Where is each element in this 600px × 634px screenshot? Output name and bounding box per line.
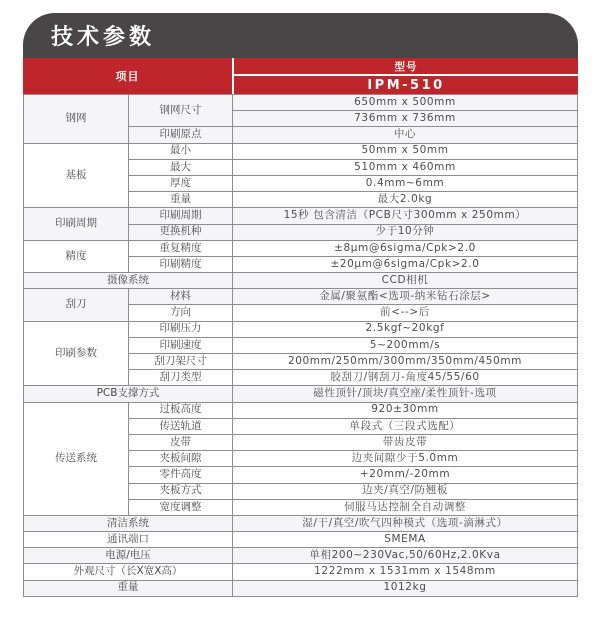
header-model-value: IPM-510 bbox=[234, 76, 578, 94]
row-sub-label: 厚度 bbox=[129, 175, 233, 191]
row-sub-label: 印刷周期 bbox=[129, 208, 233, 224]
row-value: 50mm x 50mm bbox=[233, 143, 578, 159]
row-value: 单段式（三段式选配） bbox=[233, 418, 578, 434]
row-sub-label: 最大 bbox=[129, 159, 233, 175]
row-group-label: 重量 bbox=[24, 580, 233, 596]
table-row bbox=[24, 515, 578, 531]
row-sub-label: 宽度调整 bbox=[129, 499, 233, 515]
row-sub-label: 最小 bbox=[129, 143, 233, 159]
row-value: 前<-->后 bbox=[233, 305, 578, 321]
row-value: 5~200mm/s bbox=[233, 337, 578, 353]
row-group-label: 印刷参数 bbox=[24, 321, 129, 386]
table-row bbox=[24, 548, 578, 564]
row-value: 200mm/250mm/300mm/350mm/450mm bbox=[233, 354, 578, 370]
row-group-label: 外观尺寸（长X宽X高） bbox=[24, 564, 233, 580]
row-sub-label: 过板高度 bbox=[129, 402, 233, 418]
row-value: 2.5kgf~20kgf bbox=[233, 321, 578, 337]
row-sub-label: 传送轨道 bbox=[129, 418, 233, 434]
row-sub-label: 印刷原点 bbox=[129, 127, 233, 143]
table-row bbox=[24, 386, 578, 402]
row-value: 1012kg bbox=[233, 580, 578, 596]
row-sub-label: 更换机种 bbox=[129, 224, 233, 240]
row-sub-label: 皮带 bbox=[129, 434, 233, 450]
row-group-label: 传送系统 bbox=[24, 402, 129, 515]
row-value: 伺服马达控制全自动调整 bbox=[233, 499, 578, 515]
row-sub-label: 重量 bbox=[129, 192, 233, 208]
row-value: 金属/聚氨酯<选项-纳米钻石涂层> bbox=[233, 289, 578, 305]
table-row bbox=[24, 532, 578, 548]
table-row bbox=[24, 273, 578, 289]
row-value: 15秒 包含清洁（PCB尺寸300mm x 250mm） bbox=[233, 208, 578, 224]
row-group-label: 清洁系统 bbox=[24, 515, 233, 531]
row-group-label: 基板 bbox=[24, 143, 129, 208]
row-value: 510mm x 460mm bbox=[233, 159, 578, 175]
row-value: 胶刮刀/钢刮刀-角度45/55/60 bbox=[233, 370, 578, 386]
row-group-label: 通讯端口 bbox=[24, 532, 233, 548]
row-value: 边夹间隙少于5.0mm bbox=[233, 451, 578, 467]
table-row bbox=[24, 402, 578, 418]
row-value: 650mm x 500mm bbox=[233, 95, 578, 111]
row-value: +20mm/-20mm bbox=[233, 467, 578, 483]
row-sub-label: 材料 bbox=[129, 289, 233, 305]
row-value: 1222mm x 1531mm x 1548mm bbox=[233, 564, 578, 580]
table-row bbox=[24, 321, 578, 337]
table-header bbox=[23, 58, 578, 94]
row-value: ±20μm@6sigma/Cpk>2.0 bbox=[233, 256, 578, 272]
spec-panel bbox=[23, 13, 578, 597]
table-row bbox=[24, 240, 578, 256]
row-sub-label: 印刷压力 bbox=[129, 321, 233, 337]
row-value: SMEMA bbox=[233, 532, 578, 548]
row-sub-label: 夹板间隙 bbox=[129, 451, 233, 467]
page-title: 技术参数 bbox=[51, 25, 156, 50]
row-sub-label: 方向 bbox=[129, 305, 233, 321]
spec-table-body bbox=[24, 95, 578, 597]
table-row bbox=[24, 143, 578, 159]
row-group-label: PCB支撑方式 bbox=[24, 386, 233, 402]
row-value: 带齿皮带 bbox=[233, 434, 578, 450]
row-value: 0.4mm~6mm bbox=[233, 175, 578, 191]
row-sub-label: 刮刀类型 bbox=[129, 370, 233, 386]
row-value: 736mm x 736mm bbox=[233, 111, 578, 127]
header-item-cell: 项目 bbox=[23, 58, 232, 94]
title-bar bbox=[23, 13, 578, 58]
row-value: 中心 bbox=[233, 127, 578, 143]
row-value: CCD相机 bbox=[233, 273, 578, 289]
row-value: 单相200~230Vac,50/60Hz,2.0Kva bbox=[233, 548, 578, 564]
row-group-label: 刮刀 bbox=[24, 289, 129, 321]
table-row bbox=[24, 208, 578, 224]
row-value: 920±30mm bbox=[233, 402, 578, 418]
table-row bbox=[24, 95, 578, 111]
table-row bbox=[24, 289, 578, 305]
row-value: 边夹/真空/防翘板 bbox=[233, 483, 578, 499]
row-sub-label: 印刷速度 bbox=[129, 337, 233, 353]
row-sub-label: 重复精度 bbox=[129, 240, 233, 256]
table-row bbox=[24, 564, 578, 580]
row-sub-label: 零件高度 bbox=[129, 467, 233, 483]
row-value: 磁性顶针/顶块/真空座/柔性顶针-选项 bbox=[233, 386, 578, 402]
row-value: ±8μm@6sigma/Cpk>2.0 bbox=[233, 240, 578, 256]
spec-table bbox=[23, 94, 578, 597]
row-value: 湿/干/真空/吹气四种模式（选项-滴淋式） bbox=[233, 515, 578, 531]
row-group-label: 电源/电压 bbox=[24, 548, 233, 564]
row-sub-label: 刮刀架尺寸 bbox=[129, 354, 233, 370]
row-sub-label: 夹板方式 bbox=[129, 483, 233, 499]
row-group-label: 钢网 bbox=[24, 95, 129, 144]
row-group-label: 精度 bbox=[24, 240, 129, 272]
row-sub-label: 钢网尺寸 bbox=[129, 95, 233, 127]
row-value: 少于10分钟 bbox=[233, 224, 578, 240]
table-row bbox=[24, 580, 578, 596]
row-group-label: 印刷周期 bbox=[24, 208, 129, 240]
row-group-label: 摄像系统 bbox=[24, 273, 233, 289]
row-sub-label: 印刷精度 bbox=[129, 256, 233, 272]
row-value: 最大2.0kg bbox=[233, 192, 578, 208]
header-model-label: 型号 bbox=[234, 58, 578, 74]
header-model-cells bbox=[234, 58, 578, 94]
